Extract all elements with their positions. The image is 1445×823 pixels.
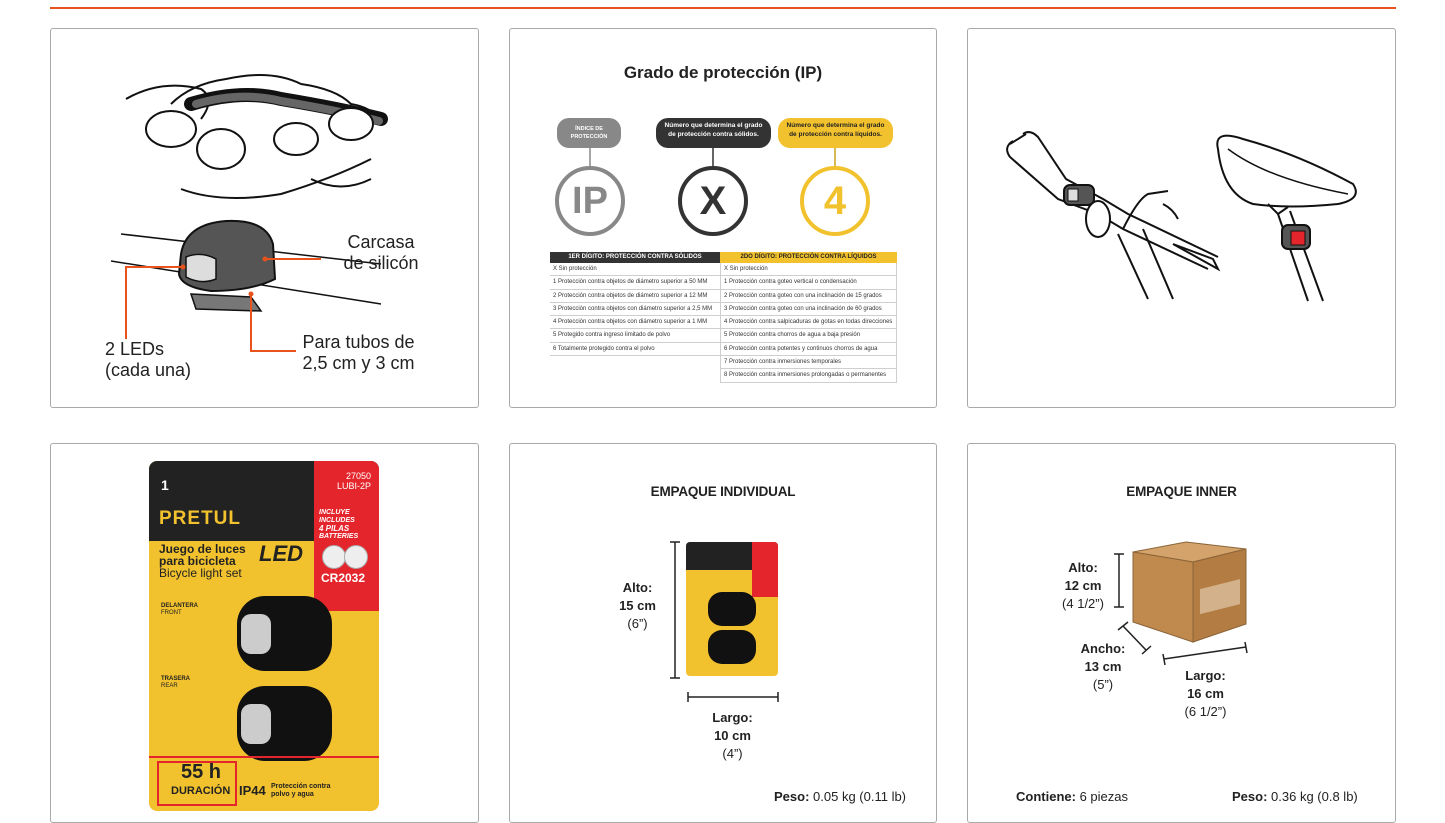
individual-pack-title: EMPAQUE INDIVIDUAL (650, 484, 796, 499)
solids-row: 2 Protección contra objetos de diámetro superior a 12 MM (550, 290, 720, 303)
tubes-label-line1: Para tubos de (302, 332, 415, 352)
battery-icon-2 (344, 545, 368, 569)
front-label (161, 603, 198, 617)
x-circle: X (678, 166, 748, 236)
inner-length-cm: 16 cm (1187, 686, 1224, 701)
liquids-table (720, 252, 897, 383)
ip-circle: IP (555, 166, 625, 236)
inner-length (1173, 667, 1238, 721)
bubble-index: ÍNDICE DE PROTECCIÓN (557, 118, 621, 148)
panel-ip-protection (509, 28, 937, 408)
individual-height-label: Alto: (622, 580, 653, 595)
inner-length-in: (6 1/2”) (1184, 704, 1227, 719)
batteries-label: 4 PILAS (319, 524, 350, 533)
rear-label (161, 676, 190, 690)
package-title-es2: para bicicleta (159, 554, 236, 568)
solids-header: 1ER DÍGITO: PROTECCIÓN CONTRA SÓLIDOS (550, 252, 720, 263)
battery-model: CR2032 (321, 571, 366, 585)
solids-row: 1 Protección contra objetos de diámetro superior a 50 MM (550, 276, 720, 289)
front-es: DELANTERA (161, 603, 198, 609)
package-title (159, 543, 246, 579)
panel-individual-package (509, 443, 937, 823)
rear-es: TRASERA (161, 676, 191, 682)
ip-title: Grado de protección (IP) (623, 63, 823, 82)
duration-label: DURACIÓN (171, 785, 231, 797)
inner-weight (1232, 789, 1358, 804)
liquids-row: X Sin protección (721, 263, 896, 276)
individual-length-cm: 10 cm (714, 728, 751, 743)
leds-label-line1: 2 LEDs (105, 339, 165, 359)
inner-height-in: (4 1/2”) (1062, 596, 1104, 611)
inner-weight-label: Peso: (1232, 789, 1268, 804)
package-codes (319, 471, 371, 491)
leds-label-line2: (cada una) (105, 360, 192, 380)
liquids-row: 1 Protección contra goteo vertical o condensación (721, 276, 896, 289)
top-accent-line (50, 7, 1396, 9)
liquids-row: 6 Protección contra potentes y continuos chorros de agua (721, 343, 896, 356)
individual-weight-value: 0.05 kg (0.11 lb) (813, 789, 907, 804)
liquids-header: 2DO DÍGITO: PROTECCIÓN CONTRA LÍQUIDOS (720, 252, 897, 263)
solids-row: 4 Protección contra objetos con diámetro superior a 1 MM (550, 316, 720, 329)
housing-label (341, 232, 421, 274)
inner-pack-title: EMPAQUE INNER (1126, 484, 1237, 499)
liquids-row: 8 Protección contra inmersiones prolongadas o permanentes (721, 369, 896, 382)
includes-en: INCLUDES (319, 517, 355, 524)
front-light-lens (241, 614, 271, 654)
liquids-rows (720, 263, 897, 383)
inner-contains-value: 6 piezas (1079, 789, 1128, 804)
inner-contains-label: Contiene: (1016, 789, 1076, 804)
bubble-solids: Número que determina el grado de protección contra sólidos. (656, 118, 771, 148)
bubble-liquids: Número que determina el grado de protección contra líquidos. (778, 118, 893, 148)
tubes-label (296, 332, 421, 374)
batteries-en: BATTERIES (319, 533, 359, 540)
housing-label-line2: de silicón (343, 253, 419, 273)
panel-light-installation (50, 28, 479, 408)
panel-product-package (50, 443, 479, 823)
inner-box-illustration (968, 444, 1395, 822)
inner-width-in: (5”) (1092, 677, 1114, 692)
ip-text-2: polvo y agua (271, 791, 314, 798)
four-circle: 4 (800, 166, 870, 236)
inner-width (1068, 640, 1138, 694)
rear-light-lens (241, 704, 271, 744)
housing-label-line1: Carcasa (347, 232, 415, 252)
solids-table (550, 252, 720, 356)
liquids-row: 3 Protección contra goteo con una inclinación de 60 grados (721, 303, 896, 316)
inner-height-label: Alto: (1068, 560, 1098, 575)
package-code: LUBI-2P (336, 481, 371, 491)
solids-row: 3 Protección contra objetos con diámetro superior a 2,5 MM (550, 303, 720, 316)
battery-icon-1 (322, 545, 346, 569)
package-brand: PRETUL (159, 508, 241, 529)
individual-weight (774, 789, 906, 804)
inner-weight-value: 0.36 kg (0.8 lb) (1271, 789, 1358, 804)
inner-height (1053, 559, 1113, 613)
individual-length-in: (4”) (722, 746, 743, 761)
liquids-row: 2 Protección contra goteo con una inclinación de 15 grados (721, 290, 896, 303)
inner-width-cm: 13 cm (1084, 659, 1122, 674)
liquids-row: 4 Protección contra salpicaduras de gotas en todas direcciones (721, 316, 896, 329)
package-includes (319, 509, 358, 541)
ip-text (271, 783, 331, 799)
individual-length-label: Largo: (712, 710, 753, 725)
individual-height (610, 579, 665, 633)
solids-row: X Sin protección (550, 263, 720, 276)
individual-height-in: (6”) (627, 616, 648, 631)
bike-mounting-illustration (968, 29, 1395, 407)
solids-rows (550, 263, 720, 356)
individual-dimension-lines (510, 444, 936, 822)
liquids-row: 7 Protección contra inmersiones temporales (721, 356, 896, 369)
inner-height-cm: 12 cm (1064, 578, 1102, 593)
solids-row: 5 Protegido contra ingreso limitado de polvo (550, 329, 720, 342)
ip-text-1: Protección contra (271, 783, 331, 790)
individual-weight-label: Peso: (774, 789, 810, 804)
hours-value: 55 h (181, 761, 222, 783)
rear-light-unit (237, 686, 332, 761)
liquids-row: 5 Protección contra chorros de agua a baja presión (721, 329, 896, 342)
inner-length-label: Largo: (1185, 668, 1226, 683)
inner-width-label: Ancho: (1080, 641, 1126, 656)
tubes-label-line2: 2,5 cm y 3 cm (302, 353, 415, 373)
individual-height-cm: 15 cm (619, 598, 656, 613)
package-card (149, 461, 379, 811)
warranty-badge: 1 (161, 477, 169, 493)
individual-length (700, 709, 765, 763)
front-light-unit (237, 596, 332, 671)
solids-row: 6 Totalmente protegido contra el polvo (550, 343, 720, 356)
rear-en: REAR (161, 683, 178, 689)
front-en: FRONT (161, 610, 182, 616)
leds-label (105, 339, 191, 381)
package-led: LED (259, 541, 303, 566)
panel-inner-package (967, 443, 1396, 823)
package-title-en: Bicycle light set (159, 566, 242, 580)
ip-rating: IP44 (239, 783, 266, 798)
panel-bike-mounting (967, 28, 1396, 408)
inner-contains (1016, 789, 1128, 804)
includes-es: INCLUYE (319, 509, 350, 516)
package-title-es1: Juego de luces (159, 542, 246, 556)
package-model: 27050 (345, 471, 371, 481)
